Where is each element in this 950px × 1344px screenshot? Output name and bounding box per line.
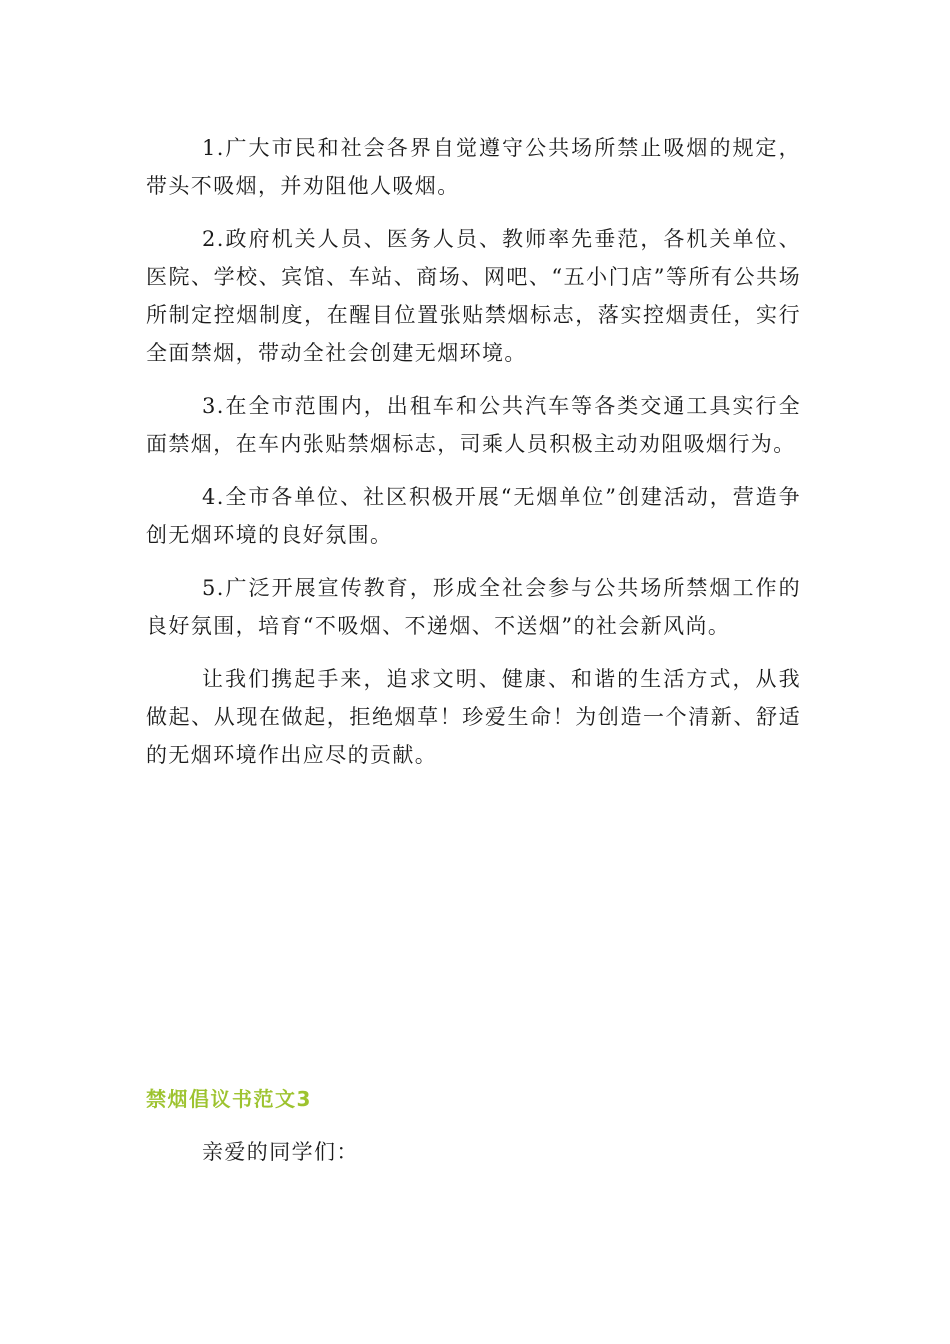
paragraph-item-3: 3.在全市范围内，出租车和公共汽车等各类交通工具实行全面禁烟，在车内张贴禁烟标志，司乘人员积极主动劝阻吸烟行为。 [146, 394, 801, 456]
paragraph-item-1: 1.广大市民和社会各界自觉遵守公共场所禁止吸烟的规定，带头不吸烟，并劝阻他人吸烟。 [146, 136, 801, 198]
paragraph-item-4: 4.全市各单位、社区积极开展“无烟单位”创建活动，营造争创无烟环境的良好氛围。 [146, 485, 801, 547]
paragraph-item-2: 2.政府机关人员、医务人员、教师率先垂范，各机关单位、医院、学校、宾馆、车站、商场、网吧、“五小门店”等所有公共场所制定控烟制度，在醒目位置张贴禁烟标志，落实控烟责任，实行全面禁烟，带动全社会创建无烟环境。 [146, 227, 801, 365]
closing-paragraph: 让我们携起手来，追求文明、健康、和谐的生活方式，从我做起、从现在做起，拒绝烟草！珍爱生命！为创造一个清新、舒适的无烟环境作出应尽的贡献。 [146, 667, 801, 767]
salutation: 亲爱的同学们： [202, 1140, 359, 1164]
document-body [146, 129, 801, 789]
paragraph-item-5: 5.广泛开展宣传教育，形成全社会参与公共场所禁烟工作的良好氛围，培育“不吸烟、不递烟、不送烟”的社会新风尚。 [146, 576, 801, 638]
section-heading: 禁烟倡议书范文3 [146, 1087, 312, 1111]
